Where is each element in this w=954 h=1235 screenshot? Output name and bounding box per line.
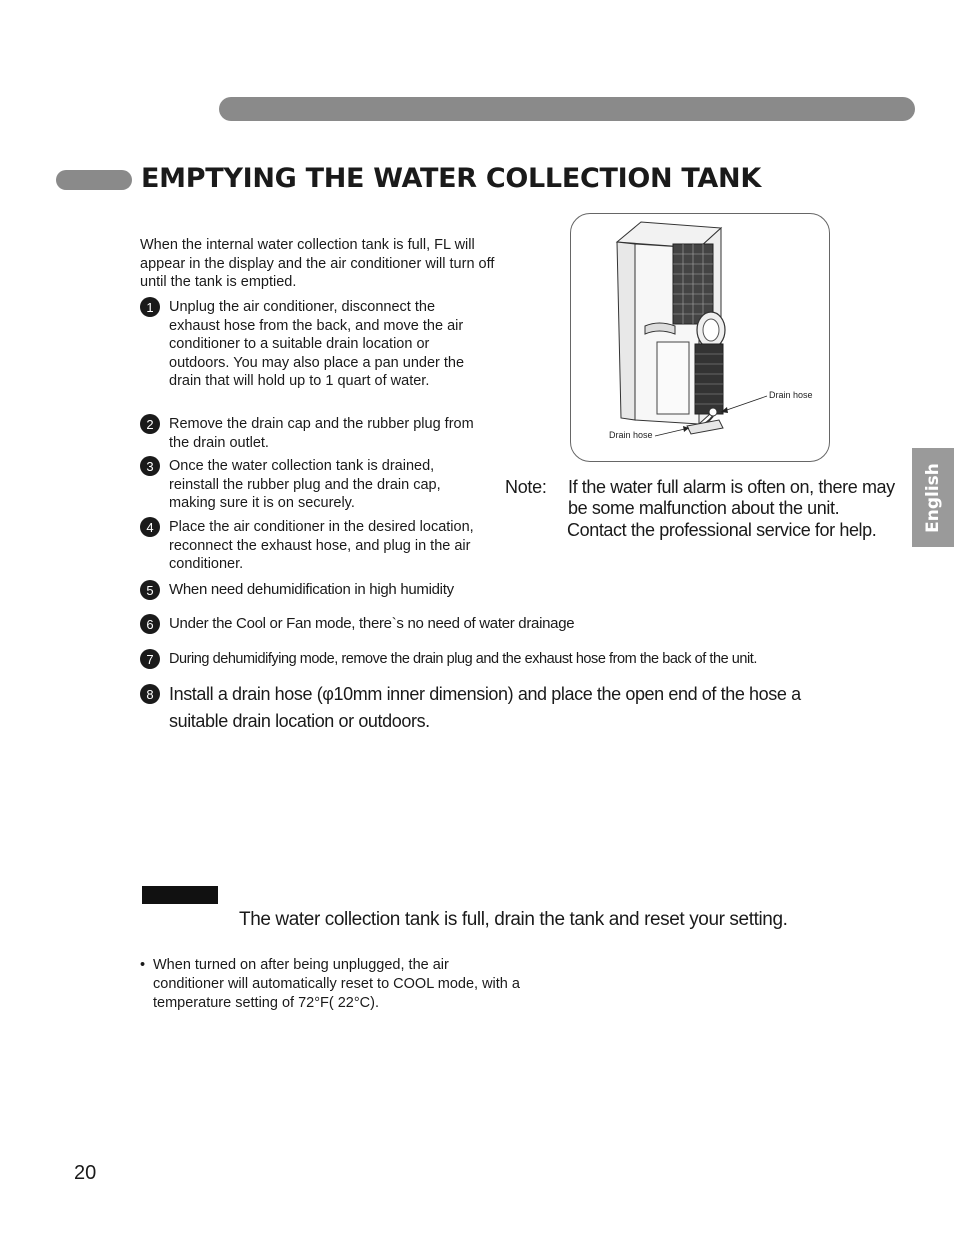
drain-hose-label-right: Drain hose [769, 390, 813, 400]
step-text: Remove the drain cap and the rubber plug from the drain outlet. [169, 416, 474, 451]
language-tab [912, 448, 954, 547]
title-pill-decoration [56, 170, 132, 190]
step-text: Install a drain hose (φ10mm inner dimension) and place the open end of the hose a suitable drain location or outdoors. [169, 684, 801, 731]
step-8 [140, 685, 860, 735]
step-text: Unplug the air conditioner, disconnect the exhaust hose from the back, and move the air conditioner to a suitable drain location or outdoors. You may also place a pan under the drain that will hold up to 1 quart of water. [169, 299, 465, 389]
step-number: 1 [140, 297, 160, 317]
drain-hose-label-left: Drain hose [609, 430, 653, 440]
step-6 [140, 615, 840, 634]
step-number: 7 [140, 649, 160, 669]
step-number: 6 [140, 614, 160, 634]
step-text: When need dehumidification in high humidity [169, 581, 454, 598]
step-text: Once the water collection tank is drained, reinstall the rubber plug and the drain cap, making sure it is on securely. [169, 458, 441, 511]
step-5 [140, 581, 840, 600]
step-2 [140, 415, 485, 452]
step-text: Under the Cool or Fan mode, there`s no need of water drainage [169, 615, 575, 632]
step-number: 3 [140, 456, 160, 476]
bullet-dot: • [140, 957, 146, 973]
air-conditioner-drawing [571, 214, 829, 461]
step-text: During dehumidifying mode, remove the drain plug and the exhaust hose from the back of the unit. [169, 651, 757, 667]
tank-full-message: The water collection tank is full, drain the tank and reset your setting. [239, 909, 788, 930]
step-7 [140, 650, 880, 669]
bullet-text: When turned on after being unplugged, the air conditioner will automatically reset to COOL mode, with a temperature setting of 72°F( 22°C). [153, 957, 520, 1011]
reset-bullet [140, 956, 520, 1013]
note-contact-text: Contact the professional service for help. [567, 520, 877, 540]
note-text: If the water full alarm is often on, there may be some malfunction about the unit. [568, 477, 895, 518]
page-title: EMPTYING THE WATER COLLECTION TANK [141, 163, 761, 194]
display-code-box [142, 886, 218, 904]
step-3 [140, 457, 485, 513]
step-text: Place the air conditioner in the desired location, reconnect the exhaust hose, and plug in the air conditioner. [169, 519, 474, 572]
header-bar [219, 97, 915, 121]
step-number: 8 [140, 684, 160, 704]
step-number: 2 [140, 414, 160, 434]
note-label: Note: [505, 477, 547, 497]
step-1 [140, 298, 485, 391]
intro-paragraph: When the internal water collection tank is full, FL will appear in the display and the air conditioner will turn off until the tank is emptied. [140, 237, 495, 290]
drain-hose-illustration [570, 213, 830, 462]
step-4 [140, 518, 485, 574]
page-number: 20 [74, 1162, 97, 1184]
language-tab-label: English [923, 462, 943, 533]
step-number: 5 [140, 580, 160, 600]
step-number: 4 [140, 517, 160, 537]
